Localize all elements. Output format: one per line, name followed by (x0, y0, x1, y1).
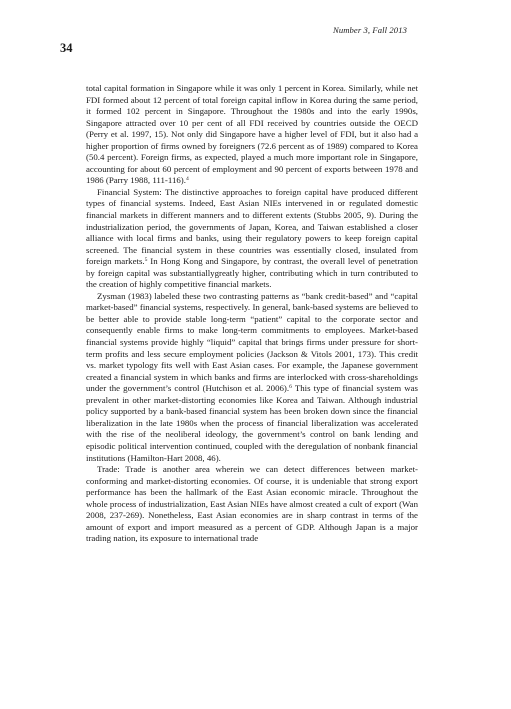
paragraph-fdi (86, 83, 418, 187)
paragraph-text: Financial System: The distinctive approaches to foreign capital have produced different types of financial systems. Indeed, East Asian NIEs intervened in or regulated domestic financial markets in different manners and to different extents (Stubbs 2005, 9). During the industrialization period, the governments of Japan, Korea, and Taiwan established a closer alliance with local firms and banks, using their regulatory powers to keep foreign capital screened. The financial system in these countries was essentially closed, insulated from foreign markets. (86, 186, 418, 267)
article-body (86, 83, 418, 545)
paragraph-text: In Hong Kong and Singapore, by contrast, the overall level of penetration by foreign capital was substantiallygreatly higher, contributing which in turn contributed to the creation of highly competitive financial markets. (86, 256, 418, 290)
footnote-marker[interactable]: 5 (144, 257, 148, 264)
paragraph-text: total capital formation in Singapore while it was only 1 percent in Korea. Similarly, while net FDI formed about 12 percent of total foreign capital inflow in Korea during the same period, it formed 102 percent in Singapore. Throughout the 1980s and into the early 1990s, Singapore attracted over 10 per cent of all FDI received by countries outside the OECD (Perry et al. 1997, 15). Not only did Singapore have a higher level of FDI, but it also had a higher proportion of firms owned by foreigners (72.6 percent as of 1989) compared to Korea (50.4 percent). Foreign firms, as expected, played a much more important role in Singapore, accounting for about 60 percent of employment and 90 percent of exports between 1978 and 1986 (Parry 1988, 111-116). (86, 83, 418, 186)
paragraph-trade (86, 464, 418, 545)
paragraph-text: Trade: Trade is another area wherein we can detect differences between market-conforming and market-distorting economies. Of course, it is undeniable that strong export performance has been the hallmark of the East Asian economic miracle. Throughout the whole process of industrialization, East Asian NIEs have almost created a cult of export (Wan 2008, 237-269). Nonetheless, East Asian economies are in sharp contrast in terms of the amount of export and import measured as a percent of GDP. Although Japan is a major trading nation, its exposure to international trade (86, 464, 418, 544)
paragraph-zysman (86, 291, 418, 464)
paragraph-financial-system (86, 187, 418, 291)
page-number: 34 (60, 41, 73, 55)
footnote-marker[interactable]: 4 (185, 176, 189, 183)
paragraph-text: This type of financial system was prevalent in other market-distorting economies like Korea and Taiwan. Although industrial policy supported by a bank-based financial system has been broken down since the financial liberalization in the late 1980s when the process of financial liberalization was accelerated with the rise of the neoliberal ideology, the government’s control on bank lending and episodic political intervention continued, coupled with the deregulation of nonbank financial institutions (Hamilton-Hart 2008, 46). (86, 383, 418, 463)
footnote-marker[interactable]: 6 (289, 384, 292, 391)
running-head: Number 3, Fall 2013 (333, 25, 407, 35)
paragraph-text: Zysman (1983) labeled these two contrasting patterns as “bank credit-based” and “capital market-based” financial systems, respectively. In general, bank-based systems are believed to be better able to provide stable long-term “patient” capital to the corporate sector and consequently enable firms to make long-term commitments to employees. Market-based financial systems provide highly “liquid” capital that brings firms under pressure for short-term profits and less secure employment policies (Jackson & Vitols 2001, 173). This credit vs. market typology fits well with East Asian cases. For example, the Japanese government created a financial system in which banks and firms are interlocked with cross-shareholdings under the government’s control (Hutchison et al. 2006). (86, 290, 418, 394)
